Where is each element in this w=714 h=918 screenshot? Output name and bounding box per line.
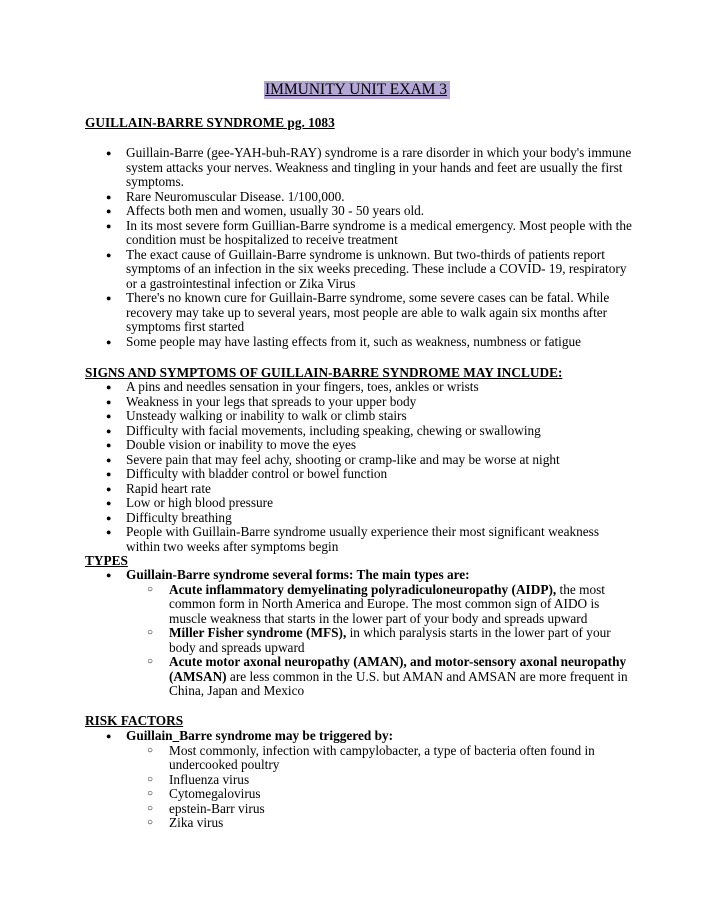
- list-item: ● Severe pain that may feel achy, shooting or cramp-like and may be worse at night: [126, 453, 636, 468]
- section-heading-types: TYPES: [85, 553, 128, 568]
- type-name: Miller Fisher syndrome (MFS),: [169, 625, 347, 640]
- risk-factors-list: [126, 729, 636, 831]
- list-item: ● The exact cause of Guillain-Barre syndrome is unknown. But two-thirds of patients report symptoms of an infection in the six weeks preceding. These include a COVID- 19, respiratory or a gastrointestinal infection or Zika Virus: [126, 248, 636, 292]
- risk-lead: Guillain_Barre syndrome may be triggered by:: [126, 728, 394, 743]
- section-heading-risk-factors: RISK FACTORS: [85, 713, 184, 728]
- list-item: ● Rare Neuromuscular Disease. 1/100,000.: [126, 190, 636, 205]
- list-item: ● Difficulty with bladder control or bowel function: [126, 467, 636, 482]
- sublist-item: [169, 626, 636, 655]
- list-item: ● Some people may have lasting effects from it, such as weakness, numbness or fatigue: [126, 335, 636, 350]
- section-heading-gbs: GUILLAIN-BARRE SYNDROME pg. 1083: [85, 115, 335, 130]
- list-item: ● Unsteady walking or inability to walk or climb stairs: [126, 409, 636, 424]
- list-item: ● Weakness in your legs that spreads to your upper body: [126, 395, 636, 410]
- section-heading-symptoms: SIGNS AND SYMPTOMS OF GUILLAIN-BARRE SYNDROME MAY INCLUDE:: [85, 365, 563, 380]
- symptoms-list: [126, 380, 636, 554]
- list-item: ● In its most severe form Guillian-Barre syndrome is a medical emergency. Most people with the condition must be hospitalized to receive treatment: [126, 219, 636, 248]
- list-item: ● A pins and needles sensation in your fingers, toes, ankles or wrists: [126, 380, 636, 395]
- sublist-item: ○ epstein-Barr virus: [169, 802, 636, 817]
- page-title: IMMUNITY UNIT EXAM 3: [264, 81, 450, 99]
- types-list: [126, 568, 636, 699]
- list-item: ● There's no known cure for Guillain-Barre syndrome, some severe cases can be fatal. While recovery may take up to several years, most people are able to walk again six months after symptoms first started: [126, 291, 636, 335]
- list-item: ● Difficulty breathing: [126, 511, 636, 526]
- sublist-item: ○ Most commonly, infection with campylobacter, a type of bacteria often found in undercooked poultry: [169, 744, 636, 773]
- gbs-overview-list: [126, 146, 636, 349]
- sublist-item: [169, 583, 636, 627]
- list-item: ● Guillain-Barre (gee-YAH-buh-RAY) syndrome is a rare disorder in which your body's immune system attacks your nerves. Weakness and tingling in your hands and feet are usually the first symptoms.: [126, 146, 636, 190]
- title-wrapper: [0, 81, 714, 99]
- type-name: Acute motor axonal neuropathy (AMAN), and motor-sensory axonal neuropathy (AMSAN): [169, 654, 627, 684]
- sublist-item: ○ Influenza virus: [169, 773, 636, 788]
- list-item: ● Rapid heart rate: [126, 482, 636, 497]
- type-name: Acute inflammatory demyelinating polyradiculoneuropathy (AIDP),: [169, 581, 557, 597]
- list-item: ● Affects both men and women, usually 30 - 50 years old.: [126, 204, 636, 219]
- list-item: ● Low or high blood pressure: [126, 496, 636, 511]
- list-item: ● Double vision or inability to move the eyes: [126, 438, 636, 453]
- type-description: are less common in the U.S. but AMAN and AMSAN are more frequent in China, Japan and Mexico: [169, 668, 628, 698]
- list-item: [126, 729, 636, 831]
- list-item: ● Difficulty with facial movements, including speaking, chewing or swallowing: [126, 424, 636, 439]
- types-sublist: [126, 583, 636, 699]
- list-item: [126, 568, 636, 699]
- sublist-item: ○ Cytomegalovirus: [169, 787, 636, 802]
- risk-sublist: [126, 744, 636, 831]
- type-description: the most common form in North America and Europe. The most common sign of AIDO is muscle weakness that starts in the lower part of your body and spreads upward: [169, 581, 605, 626]
- types-lead: Guillain-Barre syndrome several forms: The main types are:: [126, 567, 470, 582]
- sublist-item: [169, 655, 636, 699]
- sublist-item: ○ Zika virus: [169, 816, 636, 831]
- list-item: ● People with Guillain-Barre syndrome usually experience their most significant weakness within two weeks after symptoms begin: [126, 525, 636, 554]
- type-description: in which paralysis starts in the lower part of your body and spreads upward: [169, 625, 611, 655]
